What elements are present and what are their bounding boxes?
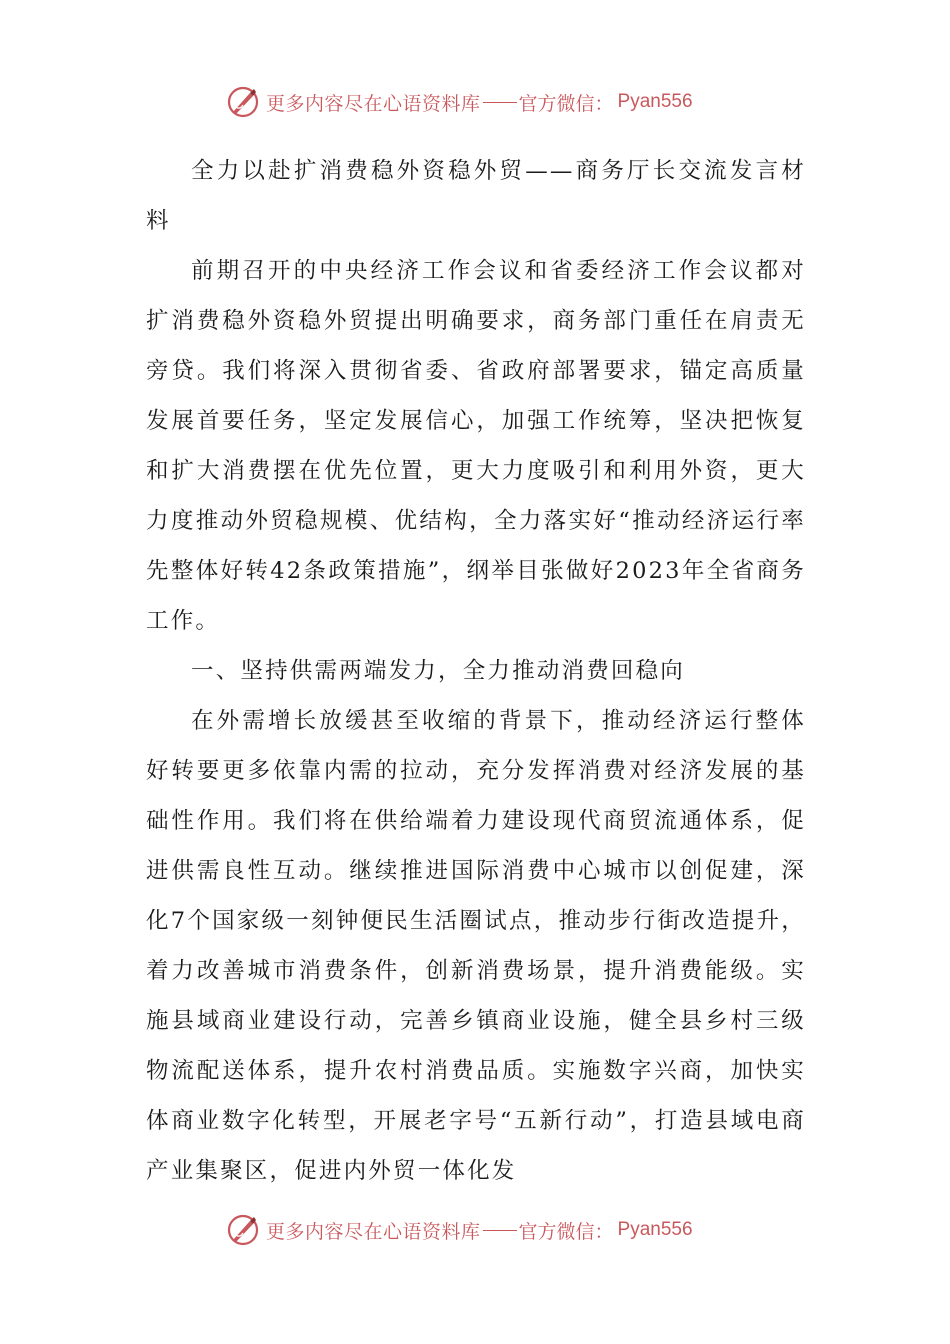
document-title: 全力以赴扩消费稳外资稳外贸——商务厅长交流发言材料	[146, 158, 806, 234]
document-body	[146, 146, 806, 1196]
watermark-text: 更多内容尽在心语资料库	[266, 92, 481, 115]
watermark-dash	[483, 1230, 517, 1231]
section-heading: 一、坚持供需两端发力，全力推动消费回稳向	[191, 658, 686, 684]
watermark-wechat-id: Pyan556	[617, 91, 693, 112]
watermark-wechat-label: 官方微信：	[518, 92, 614, 115]
paragraph-consumption: 在外需增长放缓甚至收缩的背景下，推动经济运行整体好转要更多依靠内需的拉动，充分发挥消费对经济发展的基础性作用。我们将在供给端着力建设现代商贸流通体系，促进供需良性互动。继续推进国际消费中心城市以创促建，深化7个国家级一刻钟便民生活圈试点，推动步行街改造提升，着力改善城市消费条件，创新消费场景，提升消费能级。实施县域商业建设行动，完善乡镇商业设施，健全县乡村三级物流配送体系，提升农村消费品质。实施数字兴商，加快实体商业数字化转型，开展老字号“五新行动”，打造县域电商产业集聚区，促进内外贸一体化发	[146, 708, 806, 1184]
watermark-banner-top	[226, 82, 786, 122]
pen-logo-icon	[226, 85, 260, 119]
paragraph-intro: 前期召开的中央经济工作会议和省委经济工作会议都对扩消费稳外资稳外贸提出明确要求，商务部门重任在肩责无旁贷。我们将深入贯彻省委、省政府部署要求，锚定高质量发展首要任务，坚定发展信心，加强工作统筹，坚决把恢复和扩大消费摆在优先位置，更大力度吸引和利用外资，更大力度推动外贸稳规模、优结构，全力落实好“推动经济运行率先整体好转42条政策措施”，纲举目张做好2023年全省商务工作。	[146, 258, 806, 634]
watermark-banner-bottom	[226, 1210, 786, 1250]
watermark-wechat-label: 官方微信：	[518, 1220, 614, 1243]
watermark-wechat-id: Pyan556	[617, 1219, 693, 1240]
pen-logo-icon	[226, 1213, 260, 1247]
watermark-text: 更多内容尽在心语资料库	[266, 1220, 481, 1243]
watermark-dash	[483, 102, 517, 103]
